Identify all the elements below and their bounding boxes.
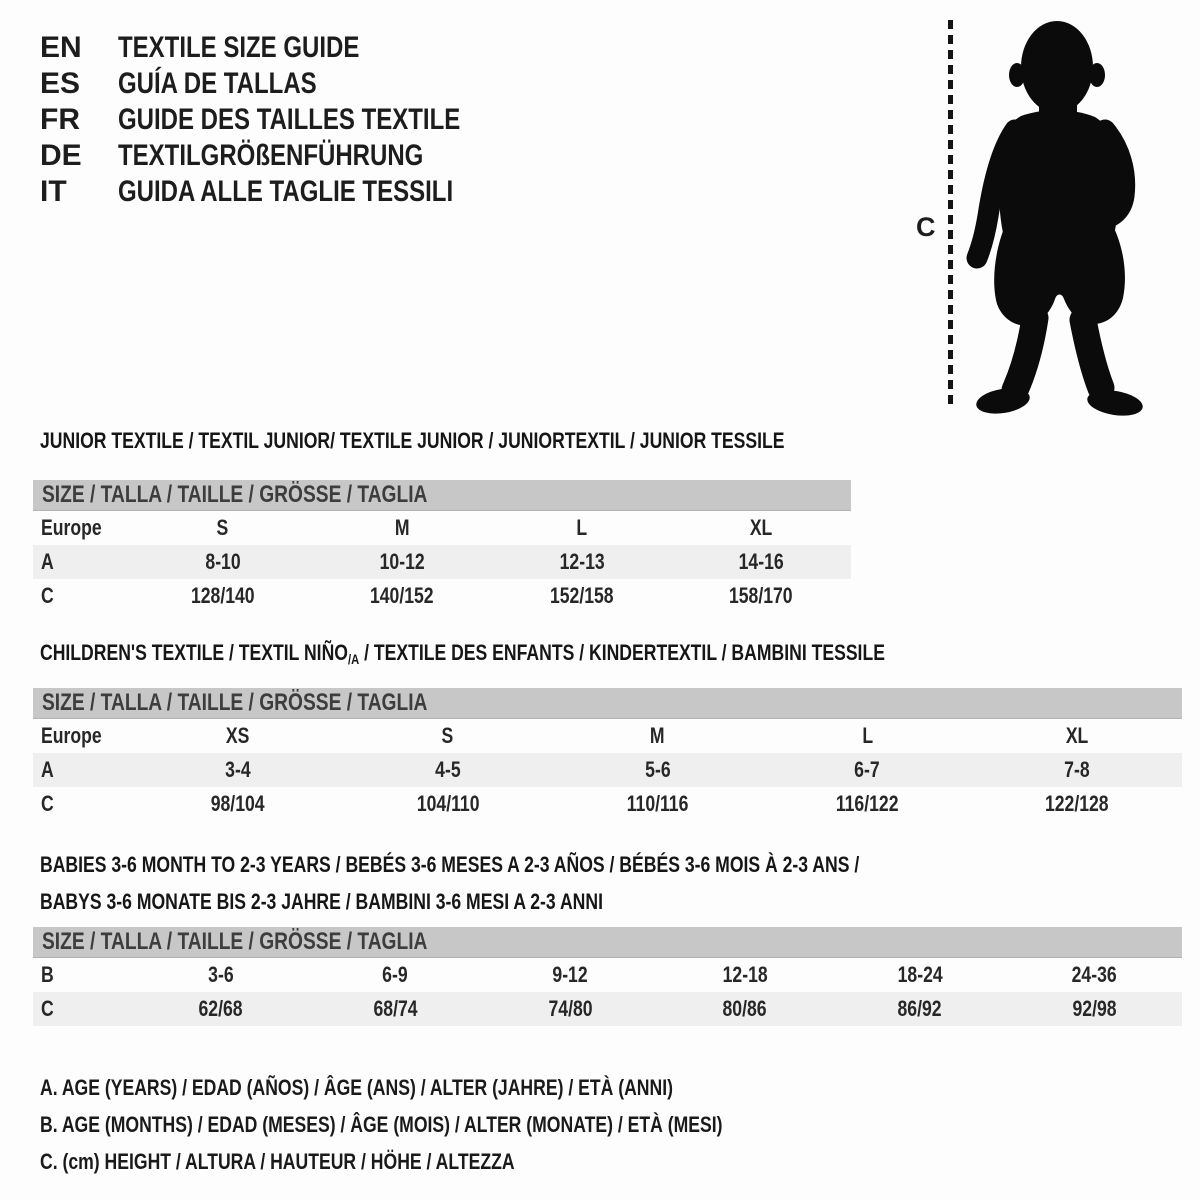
junior-size-table	[33, 480, 851, 613]
language-row-it	[40, 174, 546, 210]
age-value: 3-4	[225, 757, 251, 782]
language-code: DE	[40, 139, 82, 172]
age-value: 14-16	[738, 549, 784, 574]
height-value: 140/152	[370, 583, 435, 608]
height-value: 122/128	[1045, 791, 1109, 816]
age-value: 24-36	[1072, 962, 1118, 987]
toddler-silhouette-icon	[963, 18, 1145, 418]
language-title-list	[40, 30, 546, 210]
age-value: 9-12	[552, 962, 588, 987]
region-label: Europe	[41, 723, 102, 748]
height-value: 104/110	[416, 791, 480, 816]
size-col-label: XS	[226, 723, 250, 748]
size-col-label: S	[216, 515, 229, 540]
row-label: B	[41, 962, 54, 987]
height-value: 74/80	[548, 996, 593, 1021]
age-value: 5-6	[644, 757, 671, 782]
age-value: 7-8	[1064, 757, 1090, 782]
height-measure-dashed-line	[948, 20, 953, 410]
height-value: 86/92	[897, 996, 942, 1021]
height-value: 128/140	[190, 583, 255, 608]
age-value: 3-6	[207, 962, 234, 987]
row-label: C	[41, 791, 54, 816]
babies-size-table	[33, 927, 1182, 1026]
babies-height-row	[33, 992, 1182, 1026]
guide-title-en: TEXTILE SIZE GUIDE	[118, 31, 360, 64]
language-code: EN	[40, 31, 82, 64]
guide-title-es: GUÍA DE TALLAS	[118, 67, 317, 100]
legend-line-a: A. AGE (YEARS) / EDAD (AÑOS) / ÂGE (ANS) / ALTER (JAHRE) / ETÀ (ANNI)	[40, 1074, 673, 1100]
age-value: 8-10	[205, 549, 241, 574]
language-row-es	[40, 66, 546, 102]
height-measure-label: C	[916, 212, 936, 242]
babies-section-heading: BABIES 3-6 MONTH TO 2-3 YEARS / BEBÉS 3-6 MESES A 2-3 AÑOS / BÉBÉS 3-6 MOIS À 2-3 ANS / BABYS 3-6 MONATE BIS 2-3 JAHRE / BAMBINI 3-6 MESI A 2-3 ANNI	[40, 852, 860, 914]
height-value: 68/74	[373, 996, 418, 1021]
junior-height-row	[33, 579, 851, 613]
size-col-label: M	[394, 515, 410, 540]
children-column-header-row	[33, 719, 1182, 753]
guide-title-it: GUIDA ALLE TAGLIE TESSILI	[118, 175, 454, 208]
nino-a-subscript: /A	[347, 651, 360, 667]
age-value: 10-12	[379, 549, 425, 574]
size-col-label: XL	[750, 515, 773, 540]
language-code: IT	[40, 175, 67, 208]
size-col-label: L	[576, 515, 588, 540]
babies-table-header-bar: SIZE / TALLA / TAILLE / GRÖSSE / TAGLIA	[33, 927, 1182, 958]
age-value: 4-5	[434, 757, 461, 782]
children-age-row	[33, 753, 1182, 787]
legend-line-c: C. (cm) HEIGHT / ALTURA / HAUTEUR / HÖHE / ALTEZZA	[40, 1148, 515, 1174]
size-col-label: L	[861, 723, 873, 748]
height-value: 80/86	[722, 996, 767, 1021]
junior-table-header-bar: SIZE / TALLA / TAILLE / GRÖSSE / TAGLIA	[33, 480, 851, 511]
height-value: 152/158	[549, 583, 614, 608]
row-label: C	[41, 996, 54, 1021]
babies-age-row	[33, 958, 1182, 992]
height-value: 92/98	[1072, 996, 1117, 1021]
size-col-label: S	[441, 723, 454, 748]
children-section-heading: CHILDREN'S TEXTILE / TEXTIL NIÑO/A / TEXTILE DES ENFANTS / KINDERTEXTIL / BAMBINI TESSILE	[40, 640, 885, 667]
legend	[40, 1069, 893, 1180]
row-label: A	[41, 549, 54, 574]
children-table-header-bar: SIZE / TALLA / TAILLE / GRÖSSE / TAGLIA	[33, 688, 1182, 719]
language-code: ES	[40, 67, 81, 100]
age-value: 6-9	[382, 962, 408, 987]
size-col-label: XL	[1065, 723, 1089, 748]
legend-line-b: B. AGE (MONTHS) / EDAD (MESES) / ÂGE (MOIS) / ALTER (MONATE) / ETÀ (MESI)	[40, 1111, 723, 1137]
height-value: 98/104	[210, 791, 265, 816]
language-code: FR	[40, 103, 80, 136]
age-value: 18-24	[897, 962, 943, 987]
children-size-table	[33, 688, 1182, 821]
height-value: 158/170	[729, 583, 794, 608]
children-height-row	[33, 787, 1182, 821]
size-col-label: M	[650, 723, 665, 748]
region-label: Europe	[41, 515, 102, 540]
junior-column-header-row	[33, 511, 851, 545]
guide-title-de: TEXTILGRÖßENFÜHRUNG	[118, 139, 424, 172]
row-label: C	[41, 583, 54, 608]
junior-section-heading: JUNIOR TEXTILE / TEXTIL JUNIOR/ TEXTILE JUNIOR / JUNIORTEXTIL / JUNIOR TESSILE	[40, 428, 785, 453]
height-value: 62/68	[198, 996, 243, 1021]
guide-title-fr: GUIDE DES TAILLES TEXTILE	[118, 103, 461, 136]
height-value: 110/116	[626, 791, 689, 816]
age-value: 12-13	[559, 549, 605, 574]
age-value: 6-7	[854, 757, 881, 782]
language-row-en	[40, 30, 546, 66]
row-label: A	[41, 757, 54, 782]
language-row-fr	[40, 102, 546, 138]
language-row-de	[40, 138, 546, 174]
height-value: 116/122	[835, 791, 899, 816]
junior-age-row	[33, 545, 851, 579]
age-value: 12-18	[722, 962, 768, 987]
